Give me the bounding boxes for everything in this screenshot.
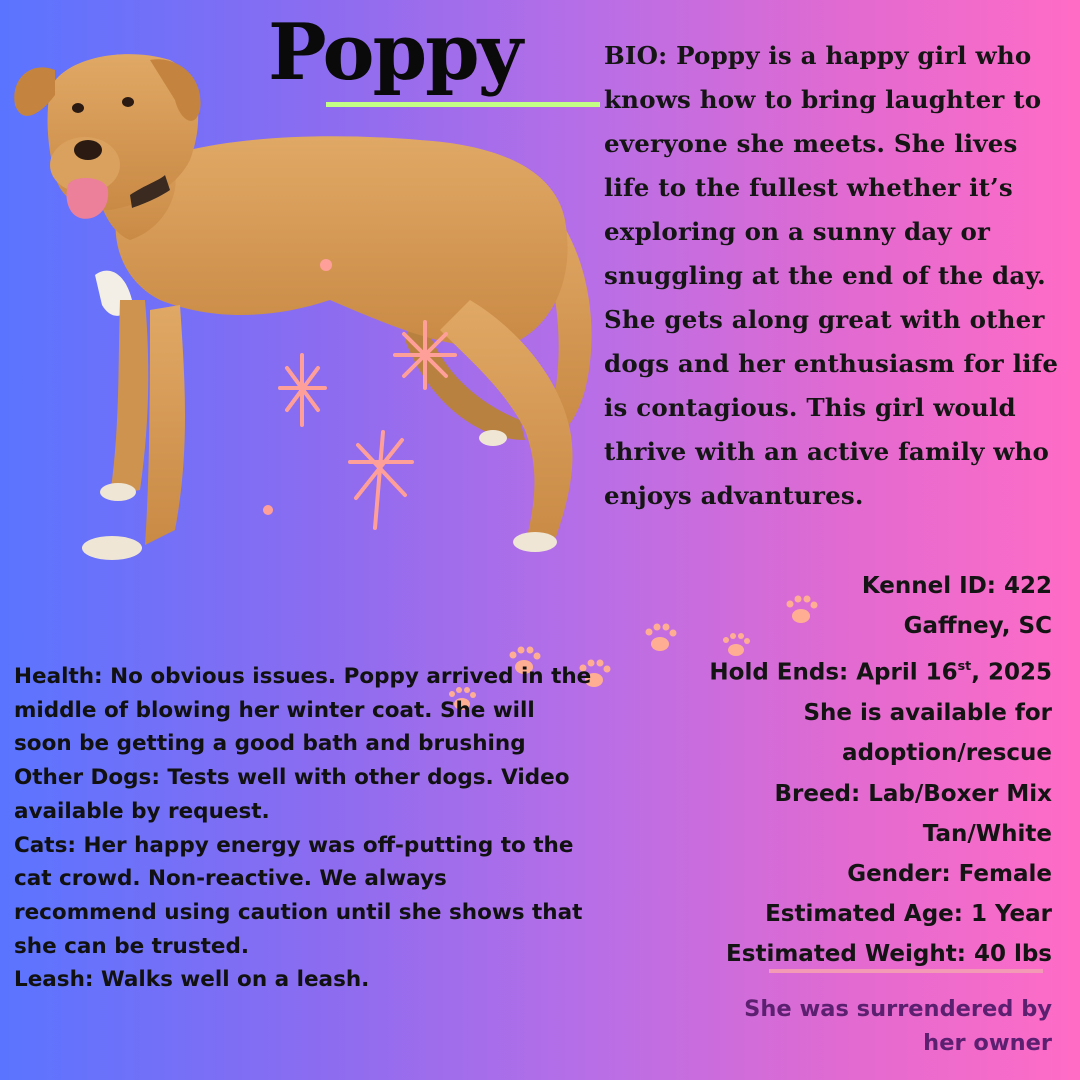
hold-ends-ordinal: st (957, 658, 972, 674)
details-block (14, 660, 594, 997)
hold-ends-prefix: Hold Ends: April 16 (709, 659, 958, 686)
sparkle-icon (395, 322, 455, 388)
surrender-line-2: her owner (923, 1030, 1052, 1056)
other-dogs-text: Other Dogs: Tests well with other dogs. Video available by request. (14, 765, 570, 824)
surrender-note (744, 992, 1052, 1060)
availability-line-2: adoption/rescue (842, 740, 1052, 767)
kennel-id: Kennel ID: 422 (861, 573, 1052, 599)
gender: Gender: Female (847, 860, 1052, 887)
sparkle-icon (320, 259, 332, 271)
estimated-weight: Estimated Weight: 40 lbs (726, 941, 1052, 968)
cats-text: Cats: Her happy energy was off-putting to the cat crowd. Non-reactive. We always recommend using caution until she shows that she can be trusted. (14, 832, 583, 959)
sparkle-icon (280, 355, 325, 425)
bio-text: BIO: Poppy is a happy girl who knows how to bring laughter to everyone she meets. She lives life to the fullest whether it’s exploring on a sunny day or snuggling at the end of the day. She gets along great with other dogs and her enthusiasm for life is contagious. This girl would thrive with an active family who enjoys advantures. (604, 41, 1059, 510)
location: Gaffney, SC (903, 613, 1052, 640)
coat-color: Tan/White (922, 820, 1052, 847)
leash-text: Leash: Walks well on a leash. (14, 967, 370, 993)
dog-name-title: Poppy (268, 7, 521, 98)
surrender-line-1: She was surrendered by (744, 996, 1052, 1022)
availability-line-1: She is available for (803, 700, 1052, 727)
hold-ends (709, 646, 1052, 693)
health-text: Health: No obvious issues. Poppy arrived in the middle of blowing her winter coat. She will soon be getting a good bath and brushing (14, 664, 592, 757)
info-block (709, 566, 1052, 975)
sparkle-icon (263, 505, 273, 515)
title-underline (326, 102, 600, 107)
hold-ends-year: , 2025 (971, 659, 1052, 686)
estimated-age: Estimated Age: 1 Year (765, 901, 1052, 928)
sparkle-icon (350, 432, 412, 528)
paw-print-icon (646, 624, 677, 652)
breed: Breed: Lab/Boxer Mix (774, 780, 1052, 807)
info-divider (769, 969, 1043, 973)
